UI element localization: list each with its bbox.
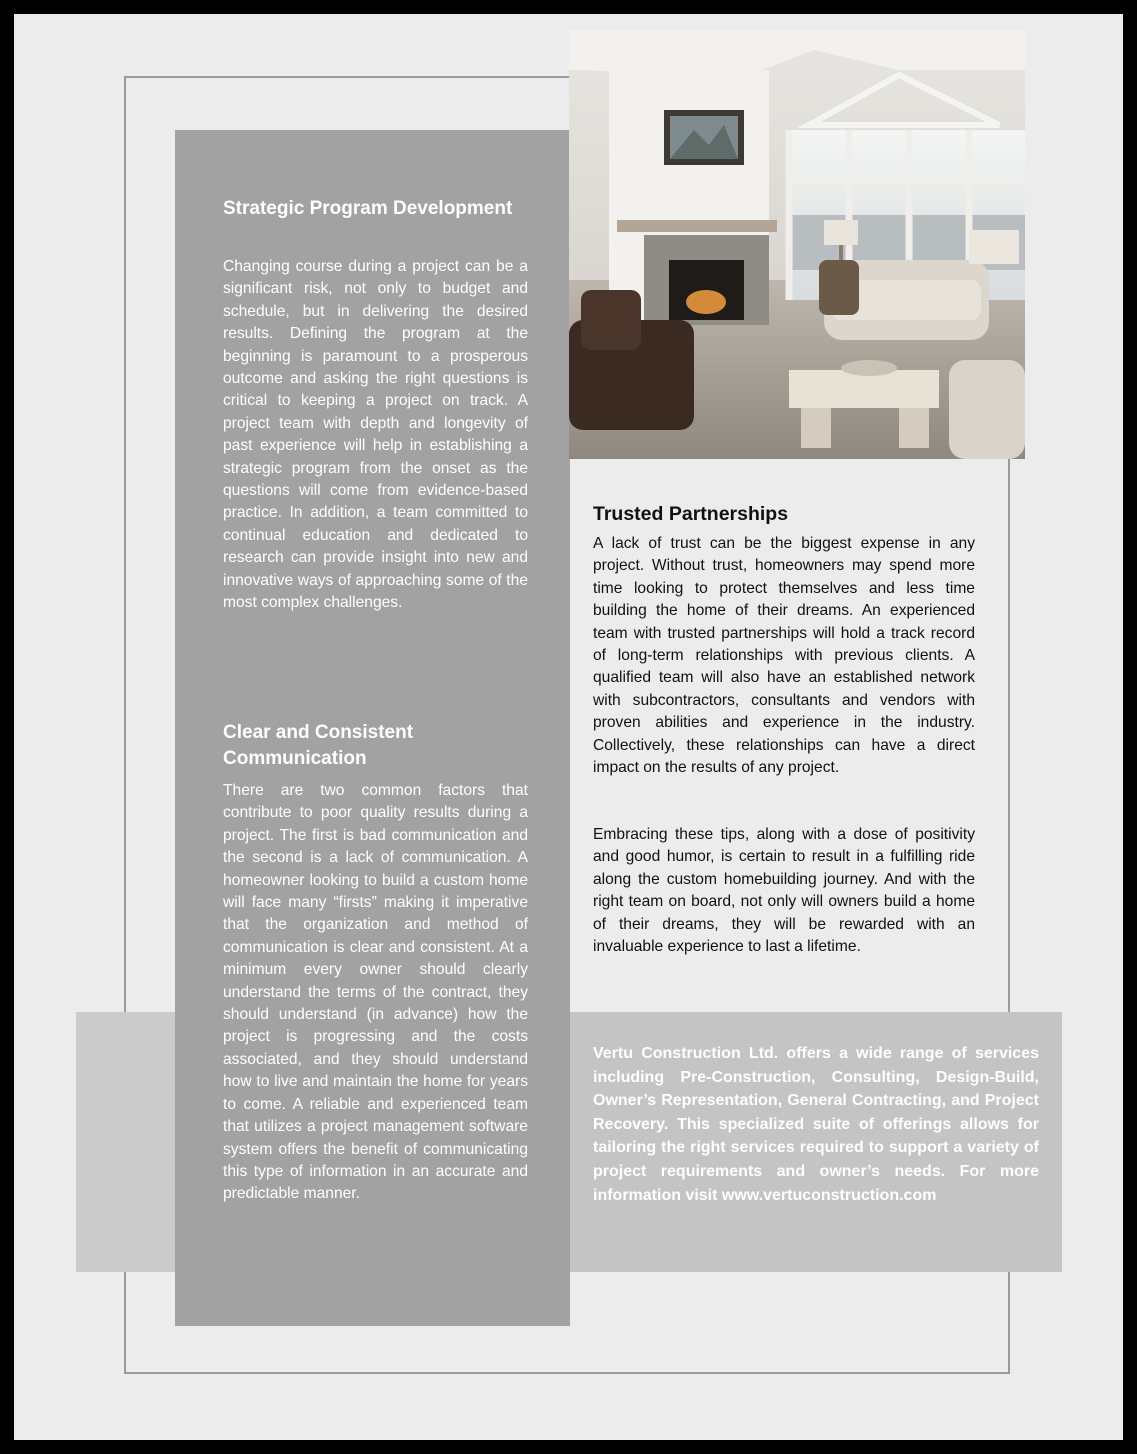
- section-body-strategic: Changing course during a project can be a significant risk, not only to budget and schedule, but in delivering the desired results. Defining the program at the beginning is paramount to a prosperous outcome and asking the right questions is critical to keeping a project on track. A project team with depth and longevity of past experience will help in establishing a strategic program from the onset as the questions will come from evidence-based practice. In addition, a team committed to continual education and dedicated to research can provide insight into new and innovative ways of approaching some of the most complex challenges.: [223, 258, 528, 612]
- section-title-communication: Clear and Consistent Communication: [223, 722, 414, 769]
- closing-paragraph: Embracing these tips, along with a dose of positivity and good humor, is certain to result in a fulfilling ride along the custom homebuilding journey. And with the right team on board, not only will owners build a home of their dreams, they will be rewarded with an invaluable experience to last a lifetime.: [593, 826, 975, 956]
- section-body-communication: There are two common factors that contribute to poor quality results during a project. The first is bad communication and the second is a lack of communication. A homeowner looking to build a custom home will face many “firsts” making it imperative that the organization and method of communication is clear and consistent. At a minimum every owner should clearly understand the terms of the contract, they should understand (in advance) how the project is progressing and the costs associated, and they should understand how to live and maintain the home for years to come. A reliable and experienced team that utilizes a project management software system offers the benefit of communicating this type of information in an accurate and predictable manner.: [223, 782, 528, 1203]
- living-room-photo: [569, 30, 1025, 459]
- magazine-page: [14, 14, 1123, 1440]
- section-title-partnerships: Trusted Partnerships: [593, 503, 789, 525]
- section-body-partnerships: A lack of trust can be the biggest expense in any project. Without trust, homeowners may spend more time looking to protect themselves and less time building the home of their dreams. An experienced team with trusted partnerships will hold a track record of long-term relationships with previous clients. A qualified team will also have an established network with subcontractors, consultants and vendors with proven abilities and experience in the industry. Collectively, these relationships can have a direct impact on the results of any project.: [593, 535, 975, 777]
- section-title-strategic: Strategic Program Development: [223, 198, 513, 219]
- company-promo-text: Vertu Construction Ltd. offers a wide range of services including Pre-Construction, Consulting, Design-Build, Owner’s Representation, General Contracting, and Project Recovery. This specialized suite of offerings allows for tailoring the right services required to support a variety of project requirements and owner’s needs. For more information visit www.vertuconstruction.com: [593, 1045, 1039, 1204]
